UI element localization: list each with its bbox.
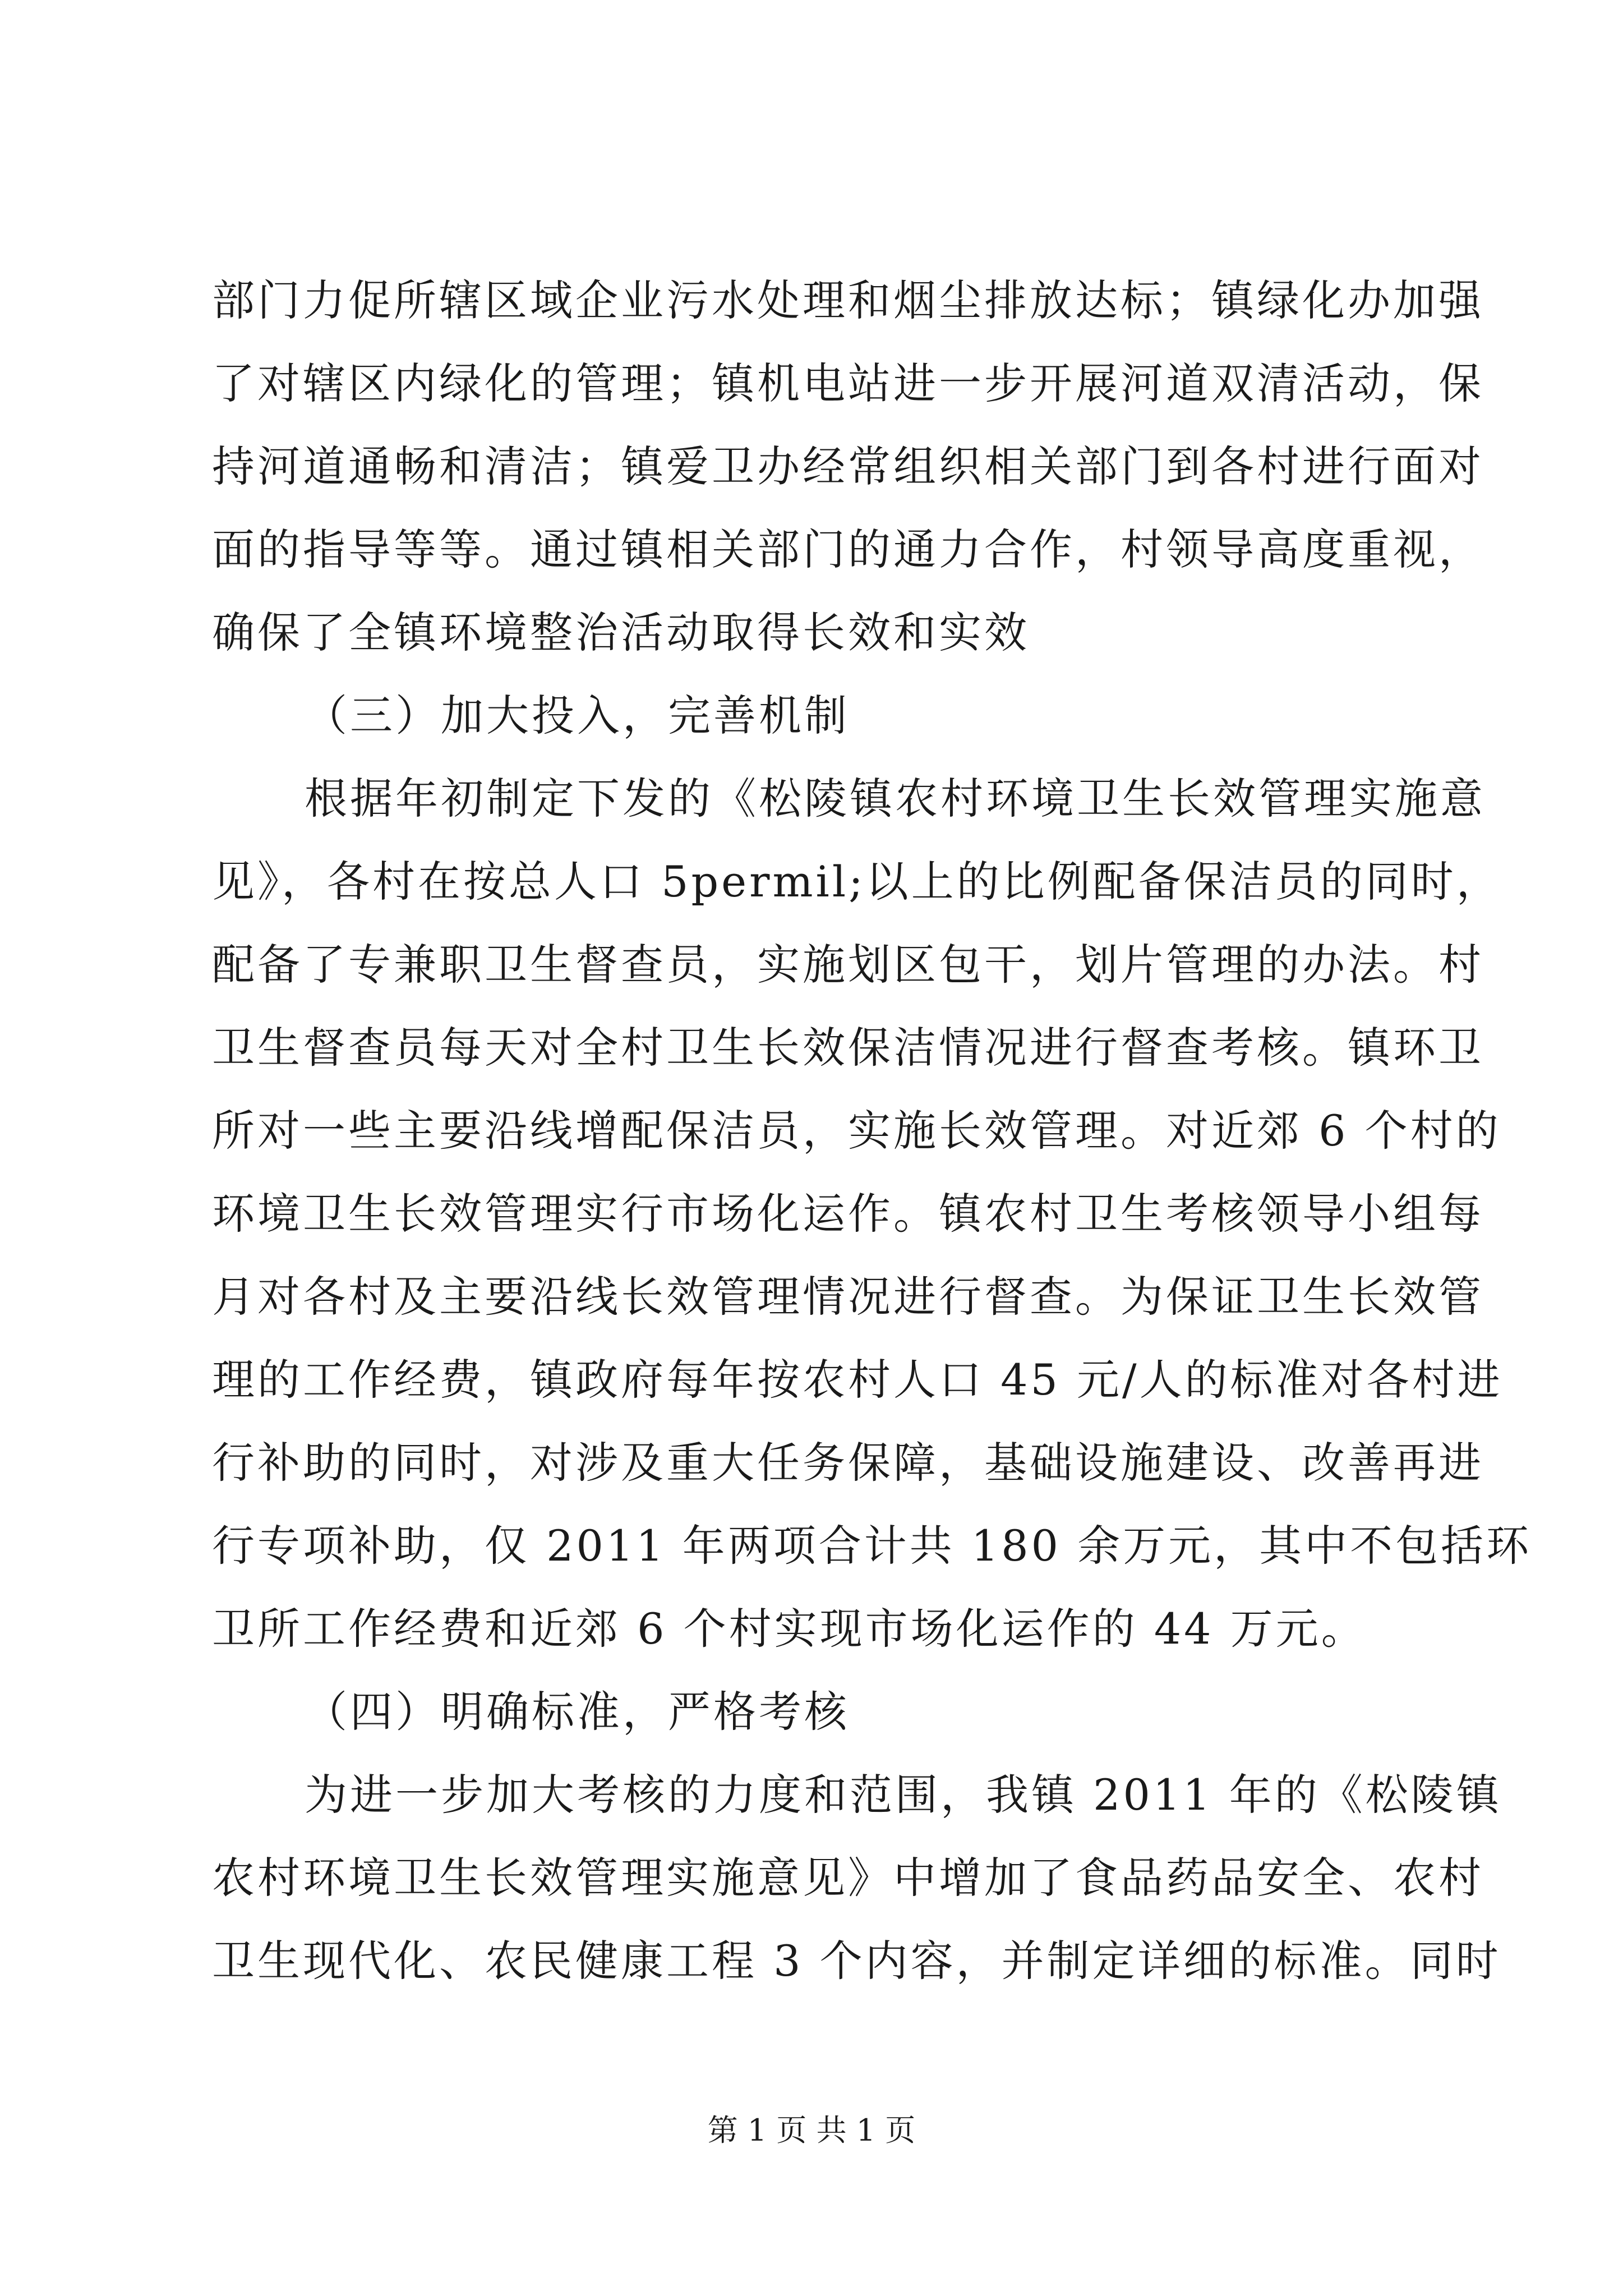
text-line: 行补助的同时，对涉及重大任务保障，基础设施建设、改善再进 (212, 1438, 1484, 1488)
text-line: 环境卫生长效管理实行市场化运作。镇农村卫生考核领导小组每 (212, 1189, 1484, 1239)
text-line: 面的指导等等。通过镇相关部门的通力合作，村领导高度重视， (212, 524, 1484, 574)
page-footer: 第 1 页 共 1 页 (707, 2113, 916, 2148)
section-heading: （三）加大投入，完善机制 (305, 691, 850, 740)
text-line: 配备了专兼职卫生督查员，实施划区包干，划片管理的办法。村 (212, 940, 1484, 990)
text-line: 确保了全镇环境整治活动取得长效和实效 (212, 608, 1030, 657)
document-body (212, 259, 1532, 2003)
text-line: 卫生现代化、农民健康工程 3 个内容，并制定详细的标准。同时 (212, 1936, 1501, 1986)
text-line: 理的工作经费，镇政府每年按农村人口 45 元/人的标准对各村进 (212, 1355, 1503, 1405)
text-line: 卫生督查员每天对全村卫生长效保洁情况进行督查考核。镇环卫 (212, 1023, 1484, 1073)
text-line: 见》，各村在按总人口 5permil;以上的比例配备保洁员的同时， (212, 857, 1502, 907)
text-line: 卫所工作经费和近郊 6 个村实现市场化运作的 44 万元。 (212, 1604, 1367, 1654)
text-line: 行专项补助，仅 2011 年两项合计共 180 余万元，其中不包括环 (212, 1521, 1532, 1571)
text-line: 部门力促所辖区域企业污水处理和烟尘排放达标；镇绿化办加强 (212, 275, 1484, 325)
text-line: 农村环境卫生长效管理实施意见》中增加了食品药品安全、农村 (212, 1853, 1484, 1903)
text-line: 根据年初制定下发的《松陵镇农村环境卫生长效管理实施意 (305, 774, 1486, 823)
text-line: 月对各村及主要沿线长效管理情况进行督查。为保证卫生长效管 (212, 1272, 1484, 1322)
text-line: 持河道通畅和清洁；镇爱卫办经常组织相关部门到各村进行面对 (212, 441, 1484, 491)
text-line: 了对辖区内绿化的管理；镇机电站进一步开展河道双清活动，保 (212, 358, 1484, 408)
text-line: 为进一步加大考核的力度和范围，我镇 2011 年的《松陵镇 (305, 1770, 1502, 1820)
text-line: 所对一些主要沿线增配保洁员，实施长效管理。对近郊 6 个村的 (212, 1106, 1501, 1156)
section-heading: （四）明确标准，严格考核 (305, 1687, 850, 1737)
